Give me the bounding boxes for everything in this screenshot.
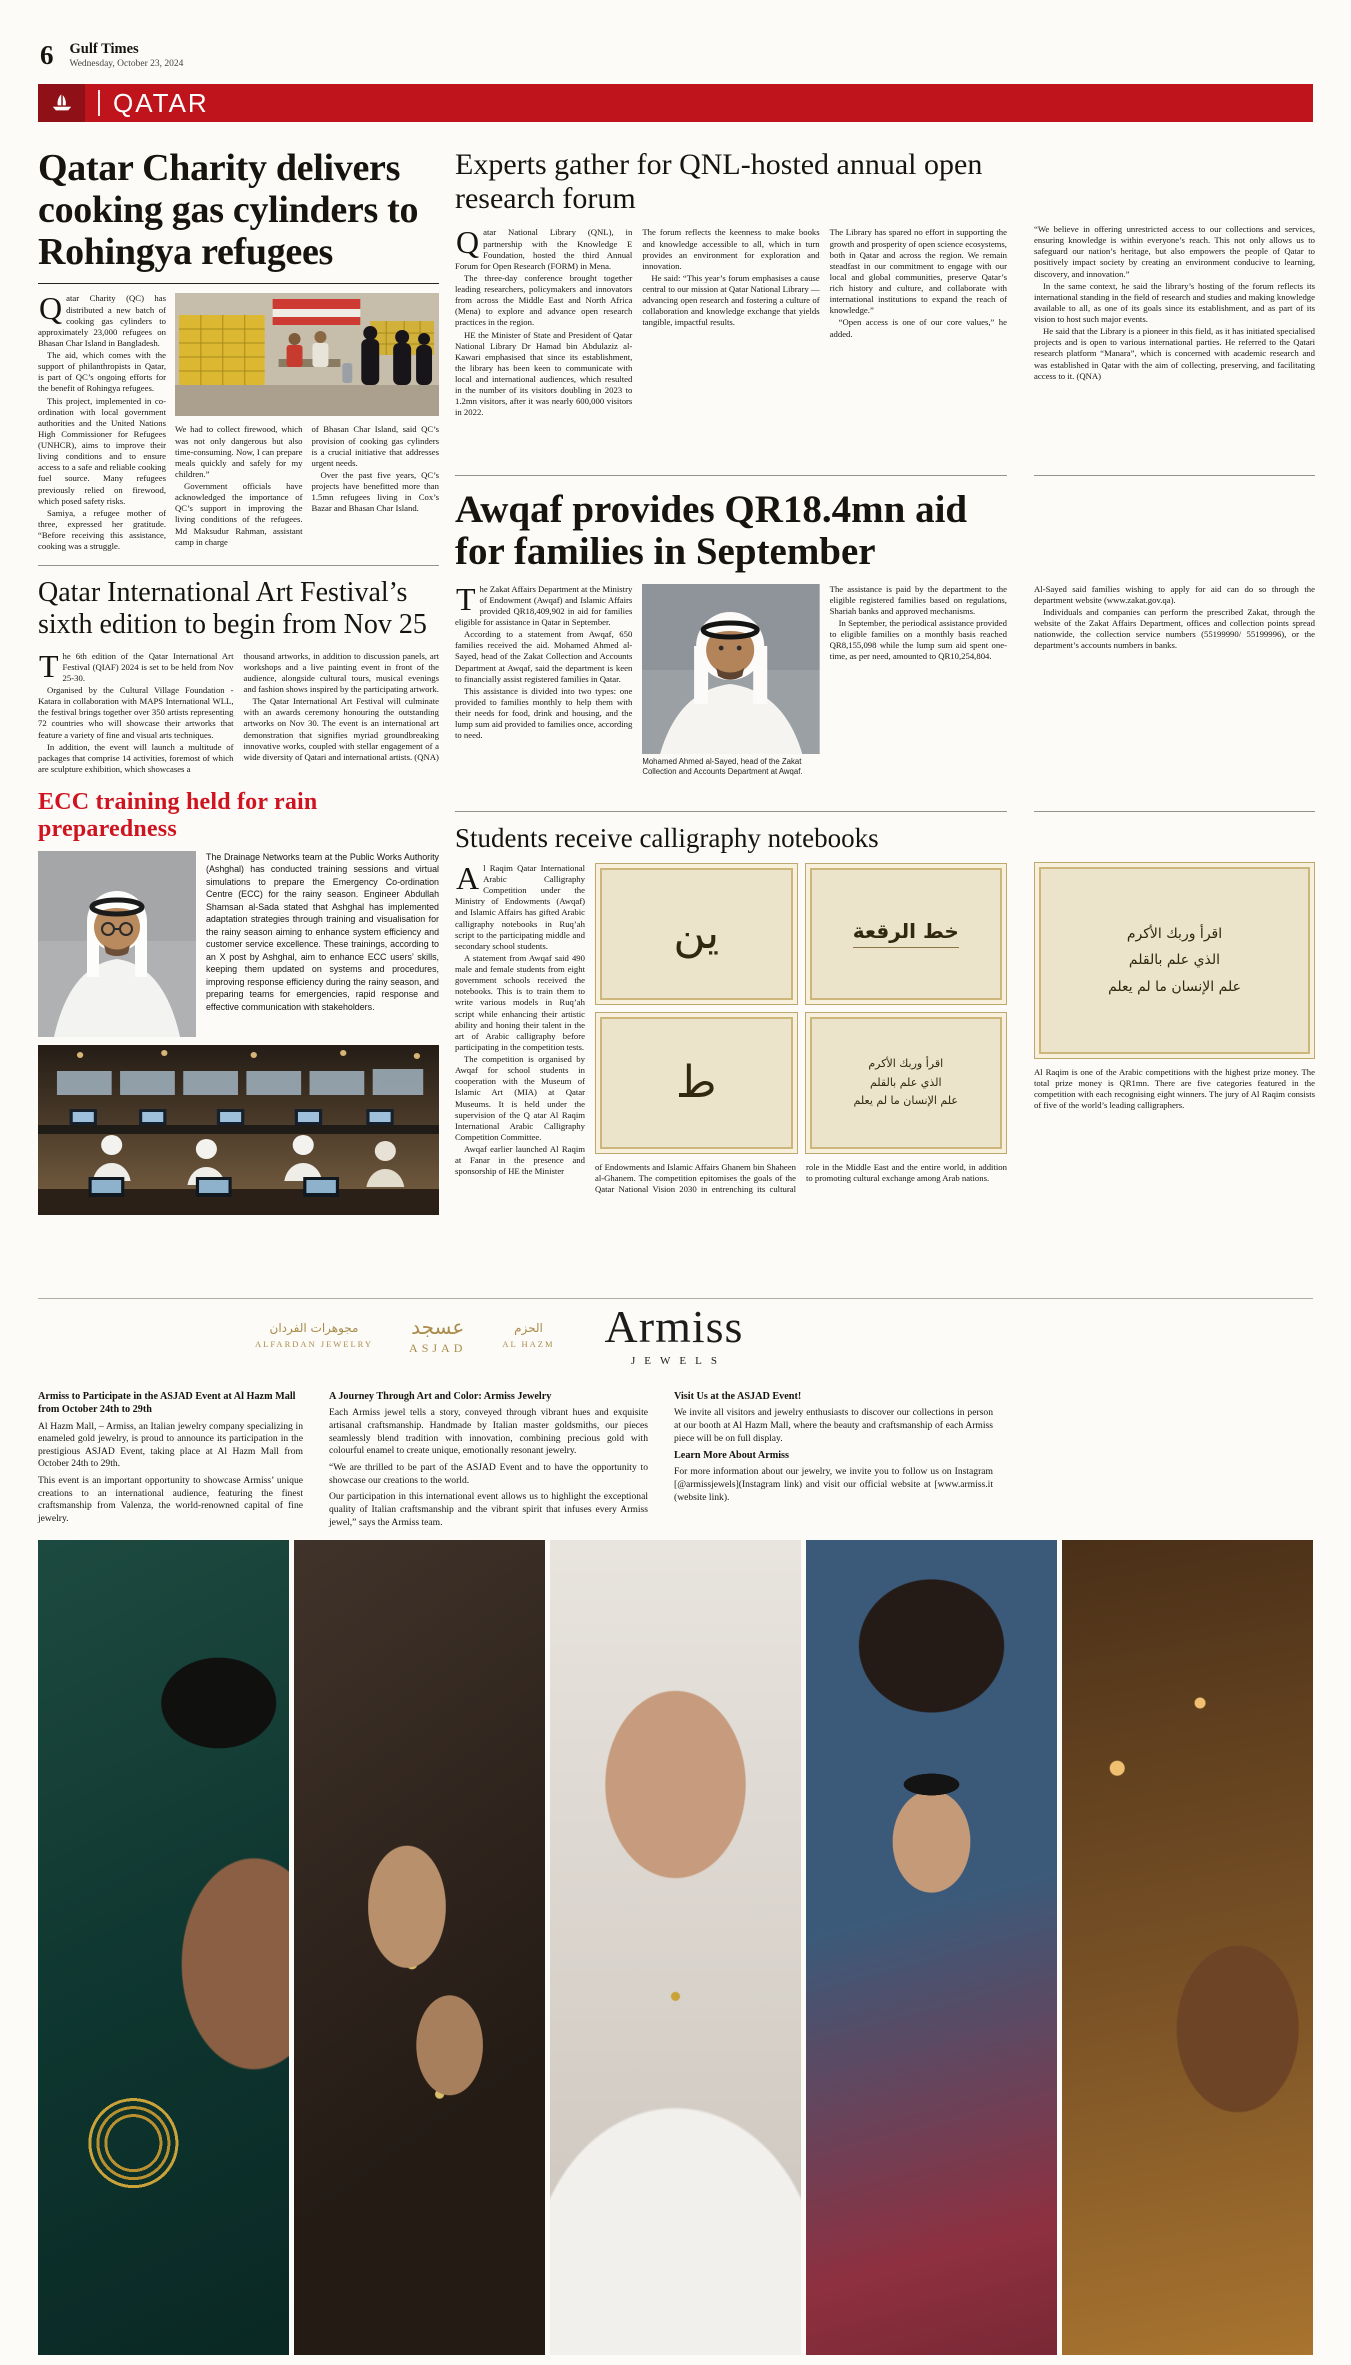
article-ecc	[38, 789, 439, 1215]
ad-column-1	[38, 1390, 303, 1533]
dropcap: Q	[39, 290, 63, 327]
jewelry-model-photo-1	[38, 1540, 289, 2355]
charity-column-3: of Bhasan Char Island, said QC’s provision of cooking gas cylinders is a crucial initiative that addresses urgent needs. Over the past five years, QC’s projects have benefitted more than 1.5mn refugees living in Cox’s Bazar and Bhasan Char Island.	[311, 424, 439, 514]
qnl-column-1	[455, 224, 633, 418]
ad-photo-strip	[38, 1540, 1313, 2355]
ad-heading-3: Visit Us at the ASJAD Event!	[674, 1391, 802, 1402]
qnl-headline: Experts gather for QNL-hosted annual open research forum	[455, 148, 983, 216]
notebook-title: خط الرقعة	[853, 919, 959, 948]
alhazm-logo	[502, 1322, 554, 1348]
dropcap: A	[456, 859, 480, 896]
paper-name: Gulf Times	[69, 41, 139, 57]
ad-heading-4: Learn More About Armiss	[674, 1450, 789, 1462]
ad-column-2	[329, 1390, 648, 1533]
qiaf-body	[38, 647, 439, 775]
article-calligraphy	[455, 811, 1007, 1195]
alhazm-wordmark: AL HAZM	[502, 1338, 555, 1349]
calligraphy-images-block	[595, 863, 1007, 1195]
page-header	[40, 42, 183, 69]
ecc-headline: ECC training held for rain preparedness	[38, 789, 318, 843]
article-qatar-charity	[38, 148, 439, 552]
section-title: QATAR	[113, 87, 209, 118]
headline-rule	[38, 283, 439, 284]
alhazm-arabic-mark: الحزم	[514, 1321, 543, 1336]
ad-body-3: We invite all visitors and jewelry enthusiasts to discover our collections in person at our booth at Al Hazm Mall, where the beauty and craftsmanship of each Armiss piece will be on full display.	[674, 1407, 993, 1444]
charity-headline: Qatar Charity delivers cooking gas cylinders to Rohingya refugees	[38, 147, 419, 273]
ad-body-2: Each Armiss jewel tells a story, conveyed through vibrant hues and exquisite artisanal craftsmanship. Handmade by Italian master goldsmiths, our pieces seamlessly blend tradition with innovation, combining precious gold with colourful enamel to create unique, emotionally resonant jewelry. “We are thrilled to be part of the ASJAD Event and to have the opportunity to showcase our creations to the world. Our participation in this international event allows us to highlight the exceptional quality of Italian craftsmanship and the vibrant spirit that infuses every Armiss jewel,” says the Armiss team.	[329, 1407, 648, 1528]
qiaf-headline: Qatar International Art Festival’s sixth edition to begin from Nov 25	[38, 577, 427, 641]
ad-copy	[38, 1390, 993, 1533]
article-awqaf	[455, 475, 1007, 811]
ecc-body-text: The Drainage Networks team at the Public Works Authority (Ashghal) has conducted training sessions and virtual simulations to prepare the Emergency Co-ordination Centre (ECC) for the rainy season. Engineer Abdullah Shamsan al-Sada stated that Ashghal has implemented adaptation strategies through training and visualisation for the rainy season aiming to enhance system efficiency and customer service excellence. These trainings, according to an X post by Ashghal, aim to enhance ECC users’ skills, keeping them updated on systems and procedures, improving response efficiency during the rainy season, and preparing teams for emergencies, rapid response and effective communication with stakeholders.	[206, 852, 439, 1012]
page-number: 6	[40, 40, 54, 70]
asjad-logo	[409, 1316, 466, 1356]
article-divider	[38, 565, 439, 566]
ad-column-3	[674, 1390, 993, 1533]
charity-distribution-photo	[175, 293, 439, 416]
arabic-script-lines: اقرأ وربك الأكرم الذي علم بالقلم علم الإنسان ما لم يعلم	[1108, 925, 1241, 995]
qnl-column-3: The Library has spared no effort in supporting the growth and prosperity of open science ecosystems, both in Qatar and across the region. We remain steadfast in our commitment to engage with our local and global communities, preserve Qatar’s rich history and culture, and collaborate with international institutions to expand the reach of knowledge.” “Open access is one of our core values,” he added.	[829, 227, 1007, 339]
calligraphy-under-text: of Endowments and Islamic Affairs Ghanem bin Shaheen al-Ghanem. The competition epitomises the goals of the Qatar National Vision 2030 in entrenching its cultural role in the Middle East and the entire world, in addition to promoting cultural exchange among Arab nations.	[595, 1161, 1007, 1195]
armiss-logo	[604, 1301, 744, 1367]
charity-column-1	[38, 290, 166, 552]
column-text: atar National Library (QNL), in partnership with the Knowledge E Foundation, hosted the third Annual Forum for Open Research (FORM) in Mena. The three-day conference brought together leading researchers, policymakers and innovators from across the Middle East and North Africa (Mena) to explore and advance open research practices in the region. HE the Minister of State and President of Qatar National Library Dr Hamad bin Abdulaziz al-Kawari emphasised that since its establishment, the library has been keen to communicate with local and international audiences, which resulted in the number of its visitors doubling in 2023 to 1.2mn visitors, after it was nearly 600,000 visitors in 2022.	[455, 227, 633, 418]
column-text: l Raqim Qatar International Arabic Calligraphy Competition under the Ministry of Endowments (Awqaf) and Islamic Affairs has gifted Arabic calligraphy notebooks in Ruq’ah script to the participating middle and secondary school students. A statement from Awqaf said 490 male and female students from eight government schools received the notebooks. This is to train them to write various models in Ruq’ah script while enhancing their artistic ability and honing their talent in the art of Arabic calligraphy before participating in the competition tests. The competition is organised by Awqaf for school students in cooperation with the Museum of Islamic Art (MIA) at Qatar Museums. It is held under the supervision of the Q atar Al Raqim International Arabic Calligraphy Competition Committee. Awqaf earlier launched Al Raqim at Fanar in the presence and sponsorship of HE the Minister	[455, 862, 585, 1177]
awqaf-headline: Awqaf provides QR18.4mn aid for families in September	[455, 487, 968, 573]
jewelry-model-photo-2	[806, 1540, 1057, 2355]
awqaf-column-1	[455, 580, 633, 777]
issue-date: Wednesday, October 23, 2024	[69, 59, 184, 70]
ad-body-4: For more information about our jewelry, we invite you to follow us on Instagram [@armissjewels](Instagram link) and visit our official website at [www.armiss.it (website link).	[674, 1466, 993, 1503]
masthead	[70, 42, 184, 69]
charity-body	[38, 290, 439, 552]
charity-column-2: We had to collect firewood, which was not only dangerous but also time-consuming. Now, I can prepare meals quickly and safely for my children.” Government officials have acknowledged the importance of QC’s support in improving the living conditions of the refugees. Md Maksudur Rahman, assistant camp in charge	[175, 424, 303, 547]
ecc-official-photo	[38, 851, 196, 1037]
dhow-ship-icon	[38, 84, 85, 122]
ad-logo-row	[255, 1301, 744, 1367]
alfardan-jewelry-logo	[255, 1322, 373, 1348]
alfardan-wordmark: ALFARDAN JEWELRY	[255, 1338, 374, 1349]
armiss-wordmark: Armiss	[604, 1301, 744, 1352]
column-text: he Zakat Affairs Department at the Ministry of Endowment (Awqaf) and Islamic Affairs provided QR18,409,902 in aid for families eligible for assistance in Qatar in September. According to a statement from Awqaf, 650 families received the aid. Mohamed Ahmed al-Sayed, head of the Zakat Collection and Accounts Department at Awqaf, said the department is keen to financially assist registered families in Qatar. This assistance is divided into two types: one provided to families monthly to help them with their needs for food, drink and housing, and the lump sum aid provided to families once, according to need.	[455, 583, 633, 741]
column-text: atar Charity (QC) has distributed a new batch of cooking gas cylinders to approximately 23,000 refugees on Bhasan Char Island in Bangladesh. The aid, which comes with the support of philanthropists in Qatar, is part of QC’s ongoing efforts for the benefit of Rohingya refugees. This project, implemented in co-ordination with local government authorities and the United Nations High Commissioner for Refugees (UNHCR), aims to improve their living conditions and to ensure access to a safe and reliable cooking fuel source. Many refugees previously relied on firewood, which posed safety risks. Samiya, a refugee mother of three, expressed her gratitude. “Before receiving this assistance, cooking was a struggle.	[38, 293, 166, 552]
qnl-body	[455, 224, 1007, 418]
ecc-training-room-photo	[38, 1045, 439, 1215]
jewelry-lifestyle-photo	[1062, 1540, 1313, 2355]
calligraphy-column-3: Al Raqim is one of the Arabic competitions with the highest prize money. The total prize money is QR1mn. There are five categories featured in the competition with each recognising eight winners. The jury of Al Raqim consists of five of the world’s leading calligraphers.	[1034, 1066, 1315, 1111]
notebook-grid	[595, 863, 1007, 1154]
awqaf-column-2: The assistance is paid by the department to the eligible registered families based on regulations, Shariah banks and approved mechanisms. In September, the periodical assistance provided to eligible families on a monthly basis reached QR8,155,098 while the lump sum aid spent one-time, as per need, amounted to QR10,254,804.	[829, 583, 1007, 662]
section-banner	[38, 84, 1313, 122]
dropcap: Q	[456, 224, 480, 261]
arabic-calligraphy-sample: ط	[675, 1056, 717, 1108]
article-qnl	[455, 148, 1007, 475]
armiss-subtitle: JEWELS	[631, 1355, 726, 1367]
arabic-calligraphy-sample: ين	[673, 907, 720, 959]
calligraphy-notebook-photo	[805, 1012, 1008, 1154]
alfardan-arabic-mark: مجوهرات الفردان	[269, 1321, 359, 1336]
arabic-script-lines: اقرأ وربك الأكرم الذي علم بالقلم علم الإنسان ما لم يعلم	[853, 1056, 958, 1108]
qnl-continued-column: “We believe in offering unrestricted access to our collections and services, ensuring knowledge is within everyone’s reach. This not only allows us to safeguard our nation’s heritage, but also empowers the people of Qatar to positively impact society by creating an environment conducive to learning, discovery, and innovation.” In the same context, he said the library’s hosting of the forum reflects its international standing in the field of research and studies and making knowledge available to all, as one of its goals since its establishment, and as part of its vision to host such major events. He said that the Library is a pioneer in this field, as it has initiated specialised projects and is open to various international parties. He referred to the Qatari research platform “Manara”, which is concerned with academic research and was established in Qatar with the aim of collecting, preserving, and facilitating access to it. (QNA)	[1034, 224, 1315, 381]
right-column-group	[455, 148, 1315, 1195]
awqaf-official-photo	[642, 584, 819, 754]
dropcap: T	[456, 580, 476, 617]
charity-right-block	[175, 293, 439, 552]
ecc-row	[38, 851, 439, 1037]
left-column-group	[38, 148, 439, 1215]
awqaf-photo-column	[642, 584, 819, 777]
asjad-arabic-mark: عسجد	[411, 1314, 465, 1339]
ad-heading-2: A Journey Through Art and Color: Armiss Jewelry	[329, 1391, 552, 1402]
qnl-column-2: The forum reflects the keenness to make books and knowledge accessible to all, which in turn provides an environment for exploration and innovation. He said: “This year’s forum emphasises a cause central to our mission at Qatar National Library — advancing open research and fostering a culture of collaboration and knowledge exchange that yields tangible, impactful results.	[642, 227, 820, 328]
article-qiaf	[38, 577, 439, 775]
ad-body-1: Al Hazm Mall, – Armiss, an Italian jewelry company specializing in enameled gold jewelry, is proud to announce its participation in the prestigious ASJAD Event, taking place at Al Hazm Mall from October 24th to 29th. This event is an important opportunity to showcase Armiss’ unique creations to an international audience, featuring the finest craftsmanship from Valenza, the world-renowned capital of fine jewelry.	[38, 1420, 303, 1525]
ad-section-divider	[38, 1298, 1313, 1299]
calligraphy-notebook-photo	[595, 863, 798, 1005]
awqaf-continued-column: Al-Sayed said families wishing to apply for aid can do so through the department website (www.zakat.gov.qa). Individuals and companies can perform the prescribed Zakat, through the website of the Zakat Affairs Department, offices and collection points spread nationwide, the collection service numbers (55199990/ 55199996), or the department’s accounts numbers in banks.	[1034, 475, 1315, 811]
banner-divider	[98, 90, 100, 116]
qiaf-column-1	[38, 647, 234, 775]
calligraphy-notebook-photo	[805, 863, 1008, 1005]
awqaf-photo-caption: Mohamed Ahmed al-Sayed, head of the Zakat Collection and Accounts Department at Awqaf.	[642, 756, 803, 776]
calligraphy-headline: Students receive calligraphy notebooks	[455, 822, 879, 853]
calligraphy-page-photo	[1034, 862, 1315, 1059]
calligraphy-body	[455, 859, 1007, 1195]
calligraphy-notebook-photo	[595, 1012, 798, 1154]
awqaf-body	[455, 580, 1007, 777]
dropcap: T	[39, 647, 59, 684]
qiaf-column-2: thousand artworks, in addition to discussion panels, art workshops and a live painting event in front of the audience, alongside cultural tours, musical evenings and fashion shows inspired by the participating artwork. The Qatar International Art Festival will culminate with an awards ceremony honouring the outstanding artworks on Nov 30. The event is an international art demonstration that signifies myriad groundbreaking innovative works, coupled with stellar engagement of a wide diversity of Qatari and international artists. (QNA)	[243, 650, 439, 762]
ad-heading-1: Armiss to Participate in the ASJAD Event at Al Hazm Mall from October 24th to 29th	[38, 1391, 296, 1416]
jewelry-necklace-photo	[550, 1540, 801, 2355]
charity-lower-columns	[175, 424, 439, 547]
calligraphy-side-column	[1034, 811, 1315, 1195]
calligraphy-column-1	[455, 859, 585, 1195]
column-text: he 6th edition of the Qatar International Art Festival (QIAF) 2024 is set to be held from Nov 25-30. Organised by the Cultural Village Foundation - Katara in collaboration with MAPS International WLL, the festival brings together over 350 artists representing 72 countries who will showcase their artworks that feature a variety of fine and visual arts techniques. In addition, the event will launch a multitude of packages that comprise 14 activities, foremost of which are sculpture exhibition, which showcases a	[38, 650, 234, 774]
asjad-wordmark: ASJAD	[409, 1340, 467, 1355]
jewelry-hands-photo	[294, 1540, 545, 2355]
